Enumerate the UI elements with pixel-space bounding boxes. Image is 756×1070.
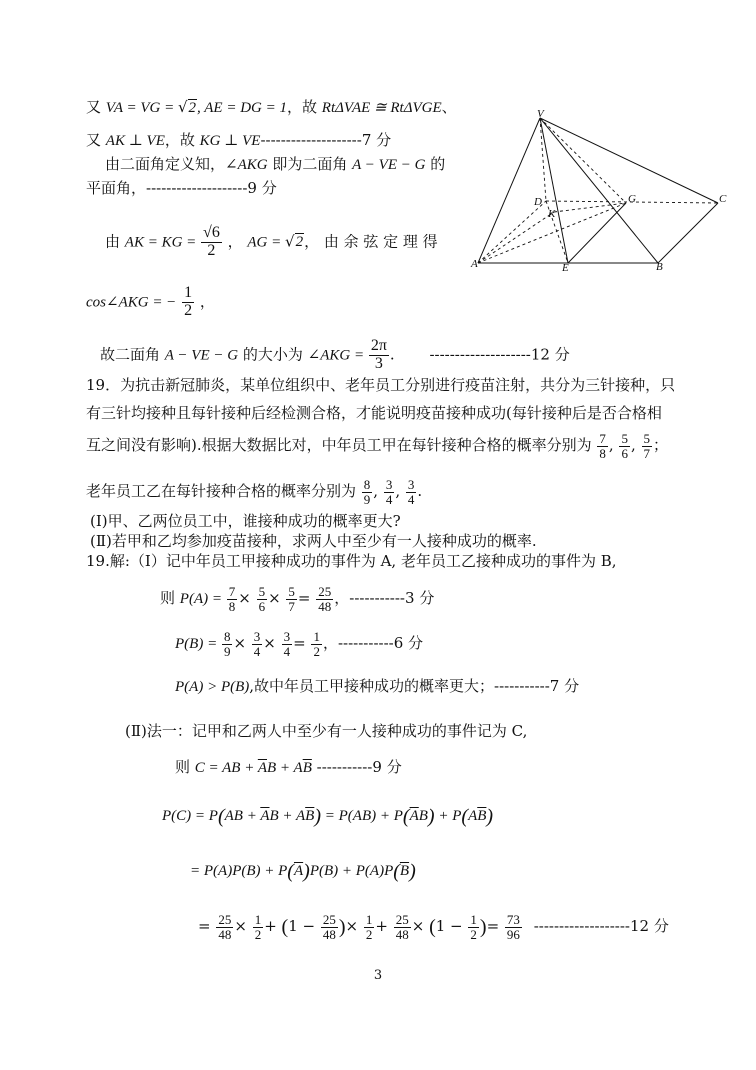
- line-4: 平面角，--------------------9 分: [86, 179, 277, 197]
- fraction: $\frac{3}{4}$: [385, 477, 393, 507]
- question-19-part-1: (Ⅰ)甲、乙两位员工中，谁接种成功的概率更大?: [90, 512, 401, 530]
- fraction: $\frac{3}{4}$: [407, 477, 415, 507]
- solution-line-1: 19.解:（Ⅰ）记中年员工甲接种成功的事件为 A, 老年员工乙接种成功的事件为 B,: [86, 552, 617, 570]
- fraction: $\frac{1}{2}$: [313, 629, 320, 659]
- solution-pb: P(B) = $\frac{8}{9}$ × $\frac{3}{4}$ × $\frac{3}{4}$ = $\frac{1}{2}$ ，-----------6 分: [175, 629, 424, 659]
- line-1: 又 VA = VG = √2, AE = DG = 1，故 RtΔVAE ≅ RtΔVGE、: [86, 98, 457, 116]
- line-3: 由二面角定义知，∠AKG 即为二面角 A − VE − G 的: [105, 155, 446, 173]
- fraction: $\frac{3}{4}$: [283, 629, 291, 659]
- solution-pa: 则 P(A) = $\frac{7}{8}$ × $\frac{5}{6}$ × $\frac{5}{7}$ = $\frac{25}{48}$ ，-----------3 分: [160, 584, 435, 614]
- question-19-line-4: 老年员工乙在每针接种合格的概率分别为 $\frac{8}{9}$ , $\frac{3}{4}$ , $\frac{3}{4}$ .: [86, 477, 423, 507]
- solution-part-2: (Ⅱ)法一：记甲和乙两人中至少有一人接种成功的事件记为 C,: [125, 722, 528, 740]
- fraction: $\frac{73}{96}$: [506, 912, 520, 942]
- line-6: cos∠AKG = − $\frac{1}{2}$ ，: [86, 284, 215, 319]
- fraction: $\frac{7}{8}$: [228, 584, 236, 614]
- fraction: $\frac{3}{4}$: [253, 629, 261, 659]
- line-5: 由 AK = KG = $\frac{√6}{2}$ ， AG = √2， 由 余 弦 定 理 得: [105, 224, 438, 259]
- solution-event-c: 则 C = AB + $\overline{A}B + A\overline{B}$ -----------9 分: [175, 758, 402, 776]
- fraction: $\frac{5}{7}$: [643, 431, 650, 461]
- figure-label-g: G: [628, 193, 636, 205]
- fraction: $\frac{8}{9}$: [223, 629, 231, 659]
- figure-label-d: D: [534, 196, 542, 208]
- line-7: 故二面角 A − VE − G 的大小为 ∠AKG = $\frac{2\pi}{3}$ . --------------------12 分: [100, 337, 570, 372]
- pyramid-figure: [468, 108, 738, 278]
- figure-label-v: V: [537, 108, 544, 120]
- question-19-line-1: 19．为抗击新冠肺炎，某单位组织中、老年员工分别进行疫苗注射，共分为三针接种，只: [86, 376, 676, 394]
- question-19-part-2: (Ⅱ)若甲和乙均参加疫苗接种，求两人中至少有一人接种成功的概率.: [90, 532, 537, 550]
- figure-label-c: C: [719, 193, 727, 205]
- fraction: $\frac{5}{7}$: [288, 584, 295, 614]
- figure-label-k: K: [548, 208, 556, 220]
- fraction: $\frac{5}{6}$: [258, 584, 266, 614]
- fraction: $\frac{25}{48}$: [318, 584, 332, 614]
- figure-label-a: A: [471, 258, 478, 270]
- fraction: $\frac{5}{6}$: [621, 431, 628, 461]
- fraction: $\frac{8}{9}$: [363, 477, 371, 507]
- fraction: $\frac{7}{8}$: [599, 431, 606, 461]
- solution-pc-line-3: = $\frac{25}{48}$ × $\frac{1}{2}$ + (1 − $\frac{25}{48}$ )× $\frac{1}{2}$ + $\frac{25}{48}$ × (1 − $\frac{1}{2}$ )= $\frac{73}{96}$ -------------------12 分: [198, 912, 669, 942]
- page-number: 3: [373, 968, 383, 983]
- figure-label-b: B: [656, 261, 663, 273]
- fraction: $\frac{√6}{2}$: [203, 224, 220, 259]
- fraction: $\frac{1}{2}$: [184, 284, 193, 319]
- question-19-line-2: 有三针均接种且每针接种后经检测合格，才能说明疫苗接种成功(每针接种后是否合格相: [86, 404, 662, 422]
- solution-pc-line-1: $P(C) = P(AB + \overline{A}B + A\overline{B}) = P(AB) + P(\overline{A}B) + P(A\overline{B})$: [162, 805, 494, 828]
- question-19-line-3: 互之间没有影响).根据大数据比对，中年员工甲在每针接种合格的概率分别为 $\frac{7}{8}$ , $\frac{5}{6}$ , $\frac{5}{7}$ ；: [86, 431, 669, 461]
- figure-label-e: E: [562, 262, 569, 274]
- line-2: 又 AK ⊥ VE，故 KG ⊥ VE--------------------7 分: [86, 131, 392, 149]
- fraction: $\frac{2\pi}{3}$: [370, 337, 387, 372]
- solution-pc-line-2: = $P(A)P(B) + P(\overline{A})P(B) + P(A)P(\overline{B})$: [190, 860, 416, 883]
- solution-compare: P(A) > P(B),故中年员工甲接种成功的概率更大；-----------7 分: [175, 677, 580, 695]
